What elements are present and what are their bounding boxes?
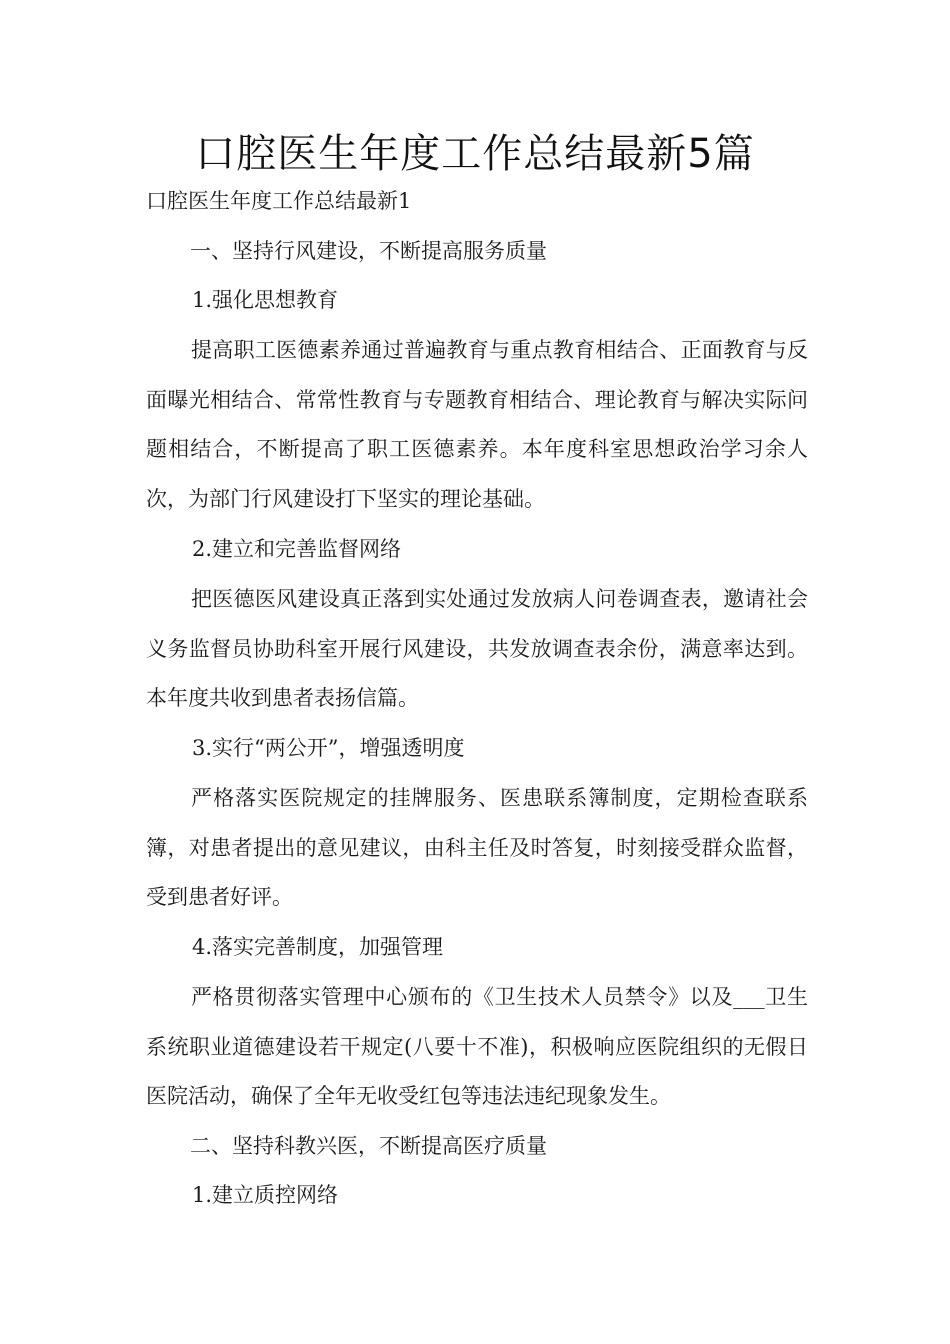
paragraph-4: 严格贯彻落实管理中心颁布的《卫生技术人员禁令》以及___卫生系统职业道德建设若干规定(八要十不准)，积极响应医院组织的无假日医院活动，确保了全年无收受红包等违法违纪现象发生。 — [146, 985, 808, 1108]
item-heading-2-1: 1.建立质控网络 — [192, 1183, 339, 1207]
item-heading-1-1: 1.强化思想教育 — [192, 288, 339, 312]
item-heading-1-4: 4.落实完善制度，加强管理 — [192, 935, 444, 959]
section-heading-2: 二、坚持科教兴医，不断提高医疗质量 — [190, 1134, 547, 1158]
item-heading-1-3: 3.实行“两公开”，增强透明度 — [192, 736, 465, 760]
section-heading-1: 一、坚持行风建设，不断提高服务质量 — [190, 239, 547, 263]
document-title: 口腔医生年度工作总结最新5篇 — [195, 131, 755, 177]
paragraph-2: 把医德医风建设真正落到实处通过发放病人问卷调查表，邀请社会义务监督员协助科室开展行风建设，共发放调查表余份，满意率达到。本年度共收到患者表扬信篇。 — [146, 587, 808, 710]
document-subtitle: 口腔医生年度工作总结最新1 — [146, 189, 412, 213]
paragraph-1: 提高职工医德素养通过普遍教育与重点教育相结合、正面教育与反面曝光相结合、常常性教育与专题教育相结合、理论教育与解决实际问题相结合，不断提高了职工医德素养。本年度科室思想政治学习余人次，为部门行风建设打下坚实的理论基础。 — [146, 338, 808, 511]
item-heading-1-2: 2.建立和完善监督网络 — [192, 537, 402, 561]
paragraph-3: 严格落实医院规定的挂牌服务、医患联系簿制度，定期检查联系簿，对患者提出的意见建议，由科主任及时答复，时刻接受群众监督，受到患者好评。 — [146, 786, 808, 909]
